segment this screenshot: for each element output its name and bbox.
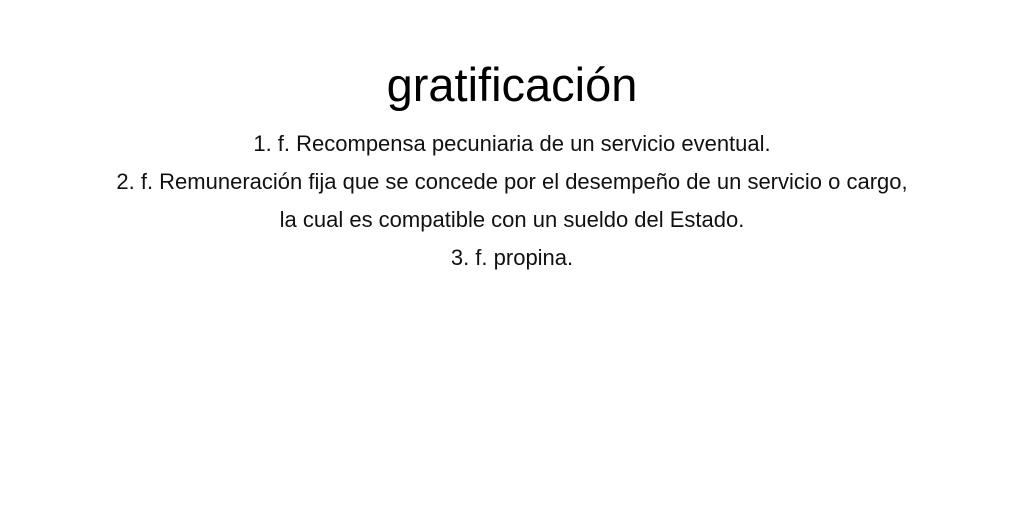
definitions-list: [0, 125, 1024, 277]
definition-line: 3. f. propina.: [450, 245, 574, 270]
definition-line: 1. f. Recompensa pecuniaria de un servicio eventual.: [253, 131, 771, 156]
definition-line: la cual es compatible con un sueldo del Estado.: [279, 207, 745, 232]
definition-line: 2. f. Remuneración fija que se concede por el desempeño de un servicio o cargo,: [116, 169, 908, 194]
headword: gratificación: [386, 58, 638, 111]
